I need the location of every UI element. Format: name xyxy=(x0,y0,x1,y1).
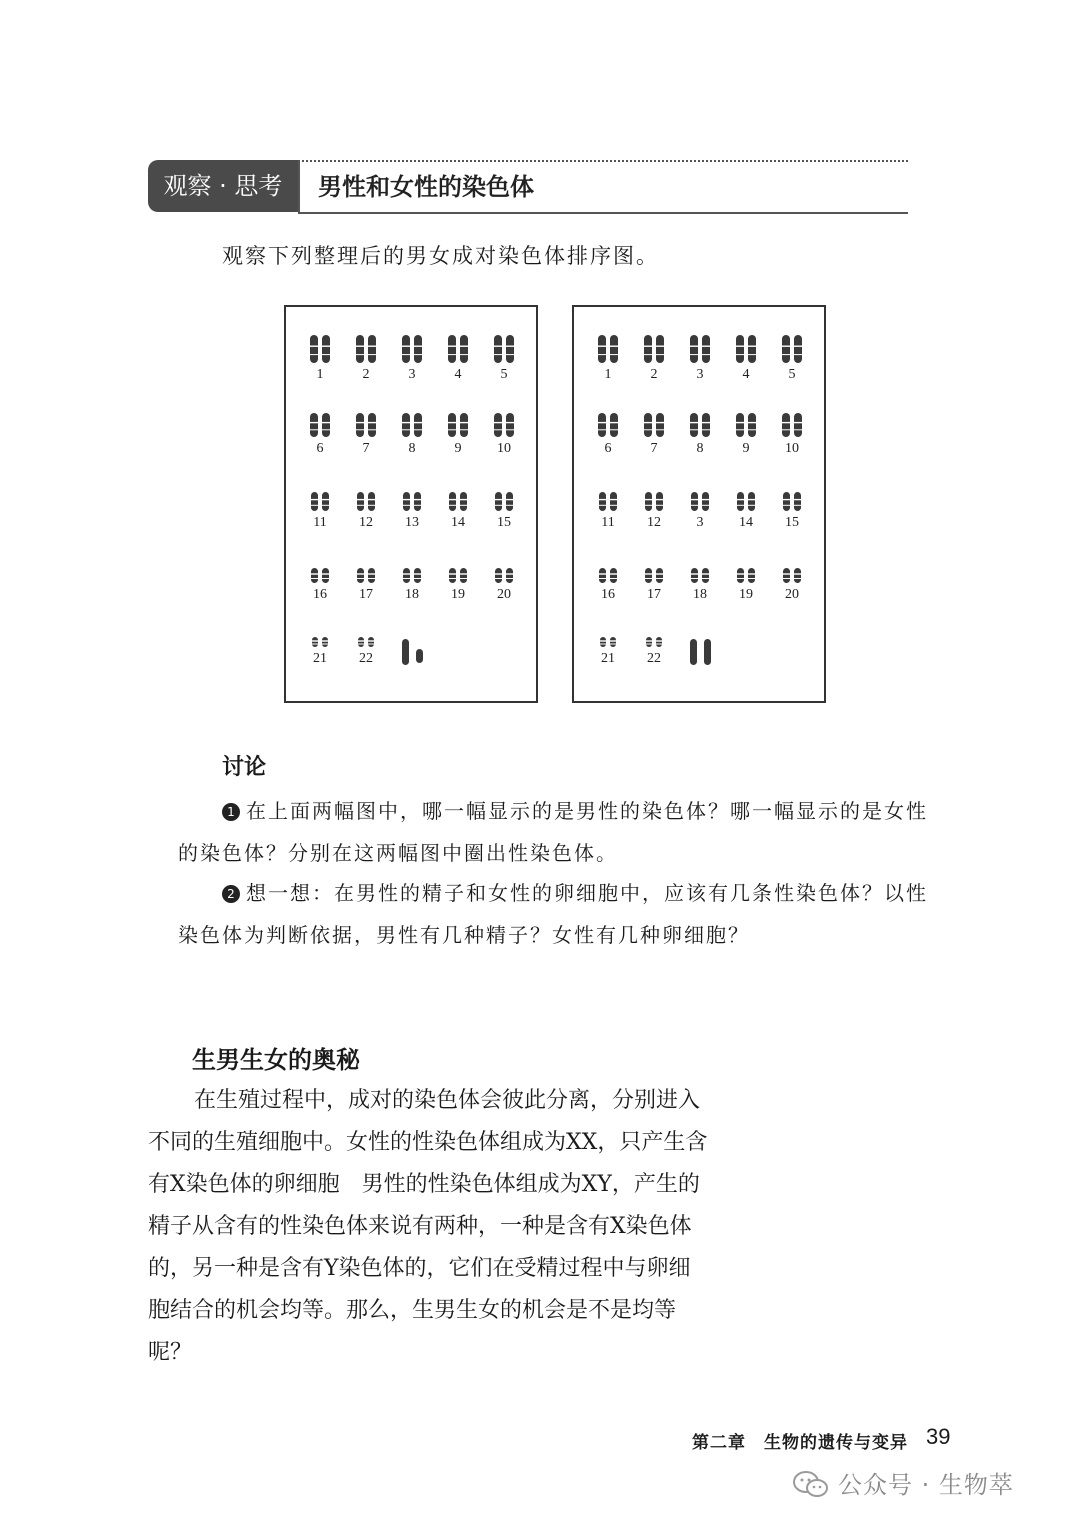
chromosome-number: 15 xyxy=(785,515,799,530)
question-1 xyxy=(178,790,928,874)
subsection-heading: 生男生女的奥秘 xyxy=(192,1046,360,1074)
watermark-text: 公众号 · 生物萃 xyxy=(838,1471,1014,1499)
chromosome-number: 10 xyxy=(497,441,511,456)
chromosome-pair xyxy=(586,613,630,673)
chromosome-number: 5 xyxy=(788,367,796,382)
chromosome-pair xyxy=(482,403,526,463)
chromosome-number: 6 xyxy=(316,441,324,456)
chromosome-pair xyxy=(632,403,676,463)
chromosome-number: 7 xyxy=(650,441,658,456)
chromosome-number: 3 xyxy=(408,367,416,382)
question-1-marker: 1 xyxy=(222,803,240,821)
sex-chromosome-pair xyxy=(394,637,434,667)
chromosome-pair xyxy=(770,477,814,537)
chromosome-number: 19 xyxy=(739,587,753,602)
question-2-text: 想一想：在男性的精子和女性的卵细胞中，应该有几条性染色体？以性染色体为判断依据，男性有几种精子？女性有几种卵细胞？ xyxy=(178,881,928,947)
chromosome-pair xyxy=(586,403,630,463)
section-title: 男性和女性的染色体 xyxy=(318,173,534,201)
chromosome-pair xyxy=(770,549,814,609)
chromosome-pair xyxy=(436,549,480,609)
chromosome-number: 11 xyxy=(313,515,327,530)
chromosome-pair xyxy=(298,403,342,463)
question-2 xyxy=(178,872,928,956)
chromosome-pair xyxy=(298,613,342,673)
chromosome-pair xyxy=(390,403,434,463)
chromosome-number: 9 xyxy=(742,441,750,456)
chromosome-pair xyxy=(586,549,630,609)
chromosome-number: 16 xyxy=(313,587,327,602)
karyotype-panel-1 xyxy=(284,305,538,703)
chromosome-number: 4 xyxy=(454,367,462,382)
chromosome-pair xyxy=(724,403,768,463)
chromosome-number: 18 xyxy=(693,587,707,602)
chromosome-pair xyxy=(632,329,676,389)
chromosome-number: 12 xyxy=(359,515,373,530)
chromosome-number: 4 xyxy=(742,367,750,382)
chromosome-pair xyxy=(632,549,676,609)
chromosome-number: 18 xyxy=(405,587,419,602)
chromosome-number: 20 xyxy=(497,587,511,602)
chromosome-pair xyxy=(344,477,388,537)
chromosome-pair xyxy=(678,477,722,537)
chromosome-pair xyxy=(724,477,768,537)
chromosome-pair xyxy=(344,329,388,389)
intro-text: 观察下列整理后的男女成对染色体排序图。 xyxy=(222,244,659,268)
sex-chromosome-pair xyxy=(682,637,722,667)
chromosome-number: 21 xyxy=(601,651,615,666)
chromosome-pair xyxy=(482,549,526,609)
karyotype-panel-2 xyxy=(572,305,826,703)
chromosome-pair xyxy=(678,329,722,389)
banner-top-rule xyxy=(298,160,908,162)
chromosome-pair xyxy=(770,403,814,463)
question-1-text: 在上面两幅图中，哪一幅显示的是男性的染色体？哪一幅显示的是女性的染色体？分别在这两幅图中圈出性染色体。 xyxy=(178,799,928,865)
chromosome-pair xyxy=(298,549,342,609)
chromosome-number: 17 xyxy=(647,587,661,602)
chromosome-pair xyxy=(436,477,480,537)
chromosome-number: 12 xyxy=(647,515,661,530)
chromosome-number: 3 xyxy=(696,515,704,530)
chromosome-pair xyxy=(344,549,388,609)
chromosome-pair xyxy=(436,329,480,389)
chromosome-number: 1 xyxy=(316,367,324,382)
chromosome-number: 2 xyxy=(650,367,658,382)
banner-bottom-rule xyxy=(298,212,908,214)
chromosome-number: 15 xyxy=(497,515,511,530)
chromosome-number: 16 xyxy=(601,587,615,602)
chromosome-number: 10 xyxy=(785,441,799,456)
banner-divider xyxy=(298,160,300,214)
chromosome-pair xyxy=(298,329,342,389)
chromosome-pair xyxy=(390,549,434,609)
chromosome-number: 17 xyxy=(359,587,373,602)
chromosome-number: 1 xyxy=(604,367,612,382)
chromosome-number: 21 xyxy=(313,651,327,666)
chromosome-pair xyxy=(678,403,722,463)
watermark xyxy=(792,1465,1014,1500)
chromosome-number: 8 xyxy=(408,441,416,456)
chromosome-pair xyxy=(678,549,722,609)
chromosome-number: 8 xyxy=(696,441,704,456)
chromosome-number: 11 xyxy=(601,515,615,530)
chromosome-number: 7 xyxy=(362,441,370,456)
question-2-marker: 2 xyxy=(222,885,240,903)
chromosome-pair xyxy=(482,477,526,537)
chromosome-number: 13 xyxy=(405,515,419,530)
discussion-heading: 讨论 xyxy=(222,755,267,780)
chromosome-pair xyxy=(632,613,676,673)
chromosome-pair xyxy=(482,329,526,389)
chromosome-number: 19 xyxy=(451,587,465,602)
page-number: 39 xyxy=(926,1424,951,1449)
chromosome-pair xyxy=(390,329,434,389)
chromosome-number: 22 xyxy=(359,651,373,666)
chromosome-pair xyxy=(586,477,630,537)
chromosome-number: 14 xyxy=(739,515,753,530)
chromosome-pair xyxy=(344,403,388,463)
chromosome-pair xyxy=(724,549,768,609)
subsection-body-text: 在生殖过程中，成对的染色体会彼此分离，分别进入不同的生殖细胞中。女性的性染色体组成为XX，只产生含有X染色体的卵细胞 男性的性染色体组成为XY，产生的精子从含有的性染色体来说有两种，一种是含有X染色体的，另一种是含有Y染色体的，它们在受精过程中与卵细胞结合的机会均等。那么，生男生女的机会是不是均等呢？ xyxy=(148,1088,708,1365)
chromosome-number: 20 xyxy=(785,587,799,602)
chromosome-number: 6 xyxy=(604,441,612,456)
chromosome-number: 14 xyxy=(451,515,465,530)
subsection-body xyxy=(148,1080,708,1374)
chromosome-number: 5 xyxy=(500,367,508,382)
chromosome-number: 9 xyxy=(454,441,462,456)
chromosome-pair xyxy=(298,477,342,537)
chromosome-pair xyxy=(770,329,814,389)
chromosome-pair xyxy=(390,477,434,537)
chapter-footer: 第二章 生物的遗传与变异 xyxy=(692,1433,908,1453)
chromosome-number: 3 xyxy=(696,367,704,382)
section-tab: 观察 · 思考 xyxy=(148,160,298,212)
chromosome-pair xyxy=(724,329,768,389)
chromosome-pair xyxy=(632,477,676,537)
chromosome-pair xyxy=(436,403,480,463)
chromosome-number: 22 xyxy=(647,651,661,666)
chromosome-pair xyxy=(344,613,388,673)
chromosome-pair xyxy=(586,329,630,389)
chromosome-number: 2 xyxy=(362,367,370,382)
